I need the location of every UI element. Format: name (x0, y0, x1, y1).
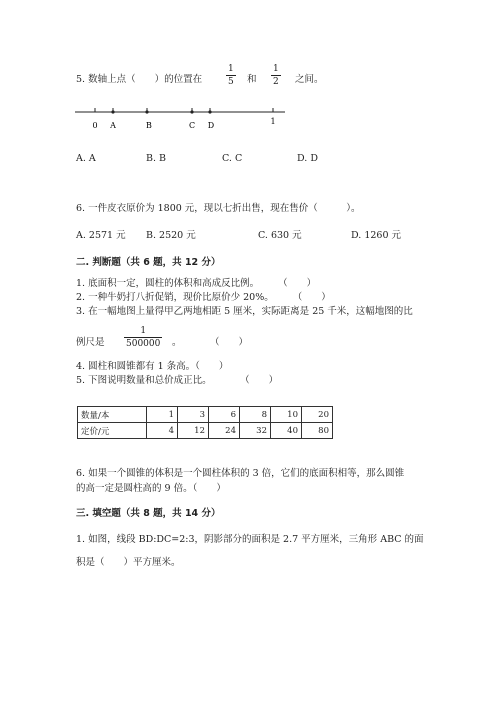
label-1: 1 (270, 117, 276, 126)
q5-text-b: 之间。 (295, 74, 324, 85)
q5-fraction-one-fifth (226, 64, 236, 87)
table-cell: 10 (271, 407, 302, 423)
s2-item-6-line1: 6. 如果一个圆锥的体积是一个圆柱体积的 3 倍，它们的底面积相等，那么圆锥 (76, 468, 405, 479)
number-line (70, 100, 290, 136)
table-cell: 12 (178, 423, 209, 439)
q6-option-d[interactable]: D. 1260 元 (351, 230, 402, 241)
table-header-price: 定价/元 (78, 423, 147, 439)
label-a: A (110, 121, 116, 130)
q5-and: 和 (247, 74, 257, 85)
table-cell: 40 (271, 423, 302, 439)
q5-option-d[interactable]: D. D (297, 153, 318, 164)
fraction-denominator: 2 (273, 77, 279, 87)
table-cell: 3 (178, 407, 209, 423)
fraction-bar (226, 75, 236, 76)
q5-option-c[interactable]: C. C (222, 153, 243, 164)
point-a (111, 110, 114, 113)
s2-item-1: 1. 底面积一定，圆柱的体积和高成反比例。 （ ） (76, 278, 317, 289)
q6-option-a[interactable]: A. 2571 元 (76, 230, 126, 241)
fraction-bar (271, 75, 281, 76)
quantity-price-table (77, 406, 333, 439)
s2-item-3-line1: 3. 在一幅地图上量得甲乙两地相距 5 厘米，实际距离是 25 千米，这幅地图的比 (76, 306, 413, 317)
table-header-quantity: 数量/本 (78, 407, 147, 423)
q5-fraction-one-half (271, 64, 281, 87)
q5-option-a[interactable]: A. A (76, 153, 96, 164)
section2-title: 二. 判断题（共 6 题，共 12 分） (76, 257, 221, 268)
q5-option-b[interactable]: B. B (146, 153, 167, 164)
fraction-numerator: 1 (140, 326, 147, 336)
table-cell: 80 (302, 423, 333, 439)
s3-item-1-line1: 1. 如图，线段 BD:DC=2:3，阴影部分的面积是 2.7 平方厘米，三角形 ABC 的面 (76, 534, 424, 545)
fraction-denominator: 500000 (126, 339, 161, 349)
scale-fraction (124, 326, 162, 349)
table-cell: 8 (240, 407, 271, 423)
q6-text: 6. 一件皮衣原价为 1800 元，现以七折出售，现在售价（ ）。 (76, 203, 361, 214)
s2-item-3-line2-a: 例尺是 (76, 337, 105, 348)
fraction-denominator: 5 (228, 77, 234, 87)
table-row-quantity (78, 407, 333, 423)
s2-item-3-line2-b: 。 （ ） (172, 337, 249, 348)
q5-text-a: 5. 数轴上点（ ）的位置在 (76, 74, 203, 85)
q6-option-b[interactable]: B. 2520 元 (146, 230, 196, 241)
section3-title: 三. 填空题（共 8 题，共 14 分） (76, 508, 221, 519)
point-b (145, 110, 148, 113)
s2-item-4: 4. 圆柱和圆锥都有 1 条高。（ ） (76, 361, 229, 372)
label-b: B (146, 121, 152, 130)
point-d (208, 110, 211, 113)
fraction-bar (124, 337, 162, 338)
fraction-numerator: 1 (273, 64, 279, 74)
label-0: 0 (92, 121, 98, 130)
table-cell: 20 (302, 407, 333, 423)
point-c (190, 110, 193, 113)
s2-item-5: 5. 下图说明数量和总价成正比。 （ ） (76, 375, 279, 386)
label-d: D (207, 121, 215, 130)
s2-item-2: 2. 一种牛奶打八折促销，现价比原价少 20%。 （ ） (76, 292, 331, 303)
label-c: C (188, 121, 196, 130)
table-cell: 4 (147, 423, 178, 439)
table-cell: 1 (147, 407, 178, 423)
table-row-price (78, 423, 333, 439)
fraction-numerator: 1 (228, 64, 234, 74)
s2-item-6-line2: 的高一定是圆柱高的 9 倍。（ ） (76, 483, 226, 494)
q6-option-c[interactable]: C. 630 元 (258, 230, 302, 241)
table-cell: 6 (209, 407, 240, 423)
table-cell: 32 (240, 423, 271, 439)
s3-item-1-line2: 积是（ ）平方厘米。 (76, 557, 181, 568)
table-cell: 24 (209, 423, 240, 439)
